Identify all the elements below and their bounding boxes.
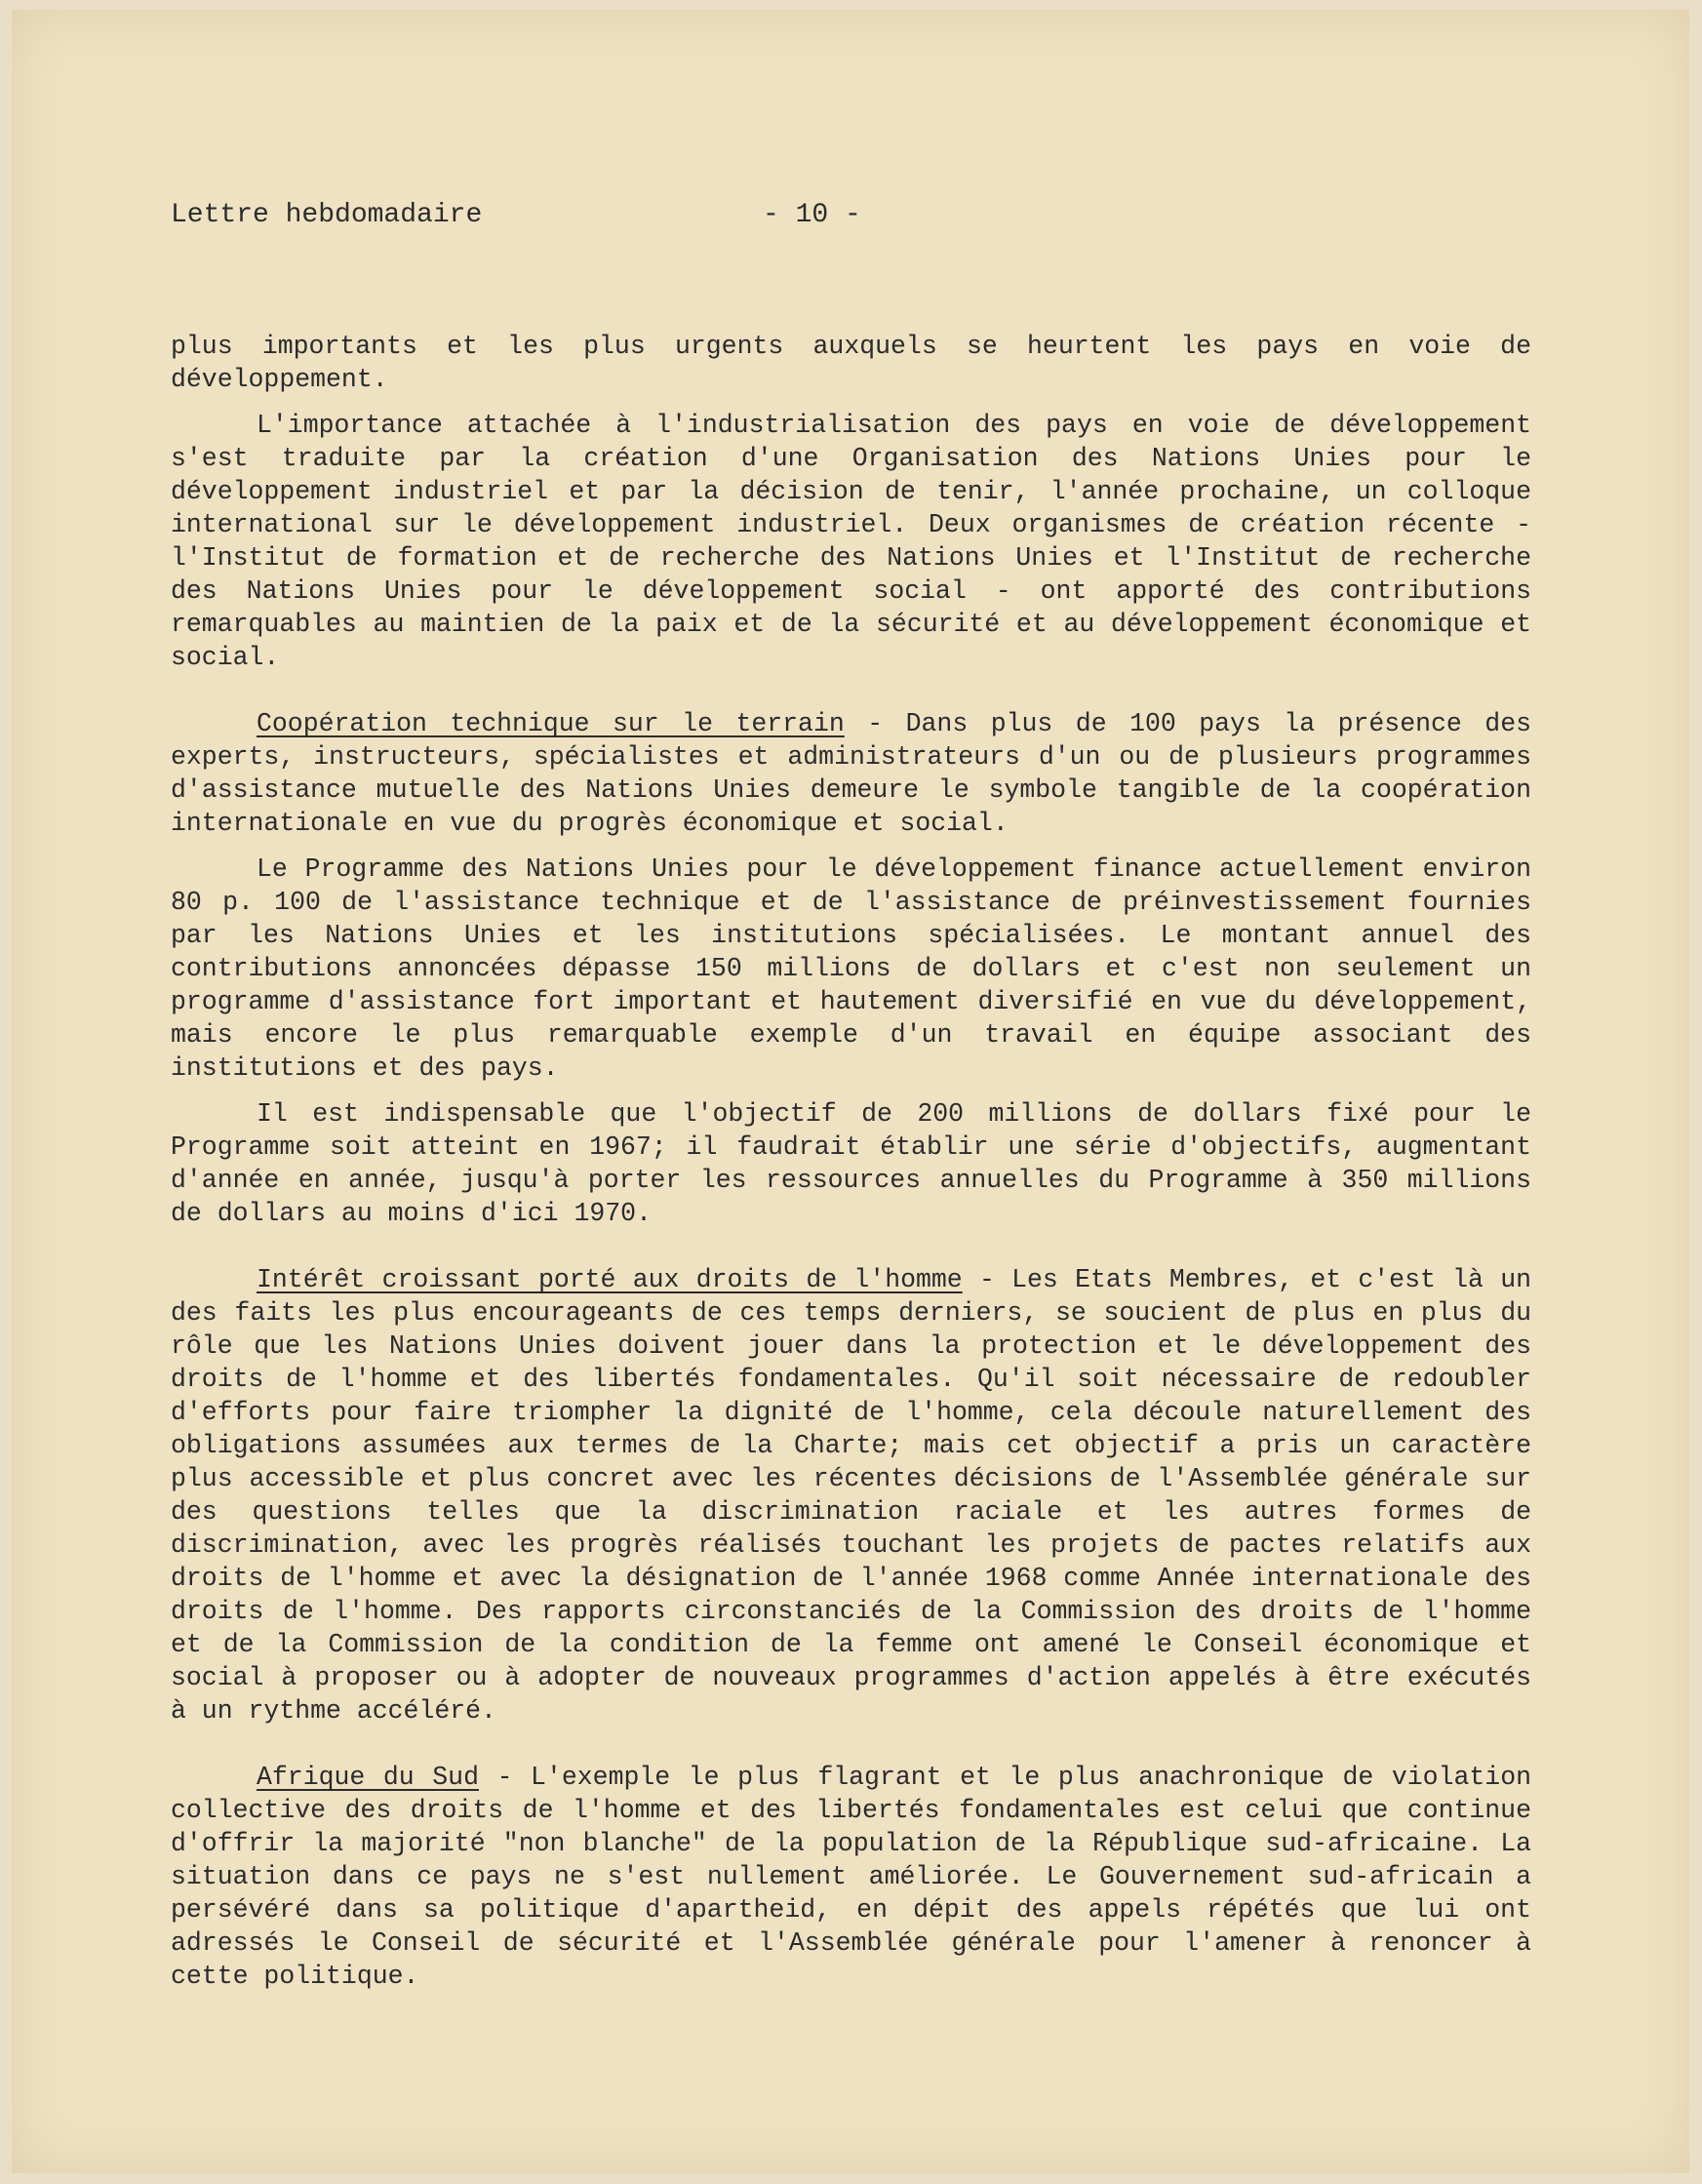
section-heading-droits-homme: Intérêt croissant porté aux droits de l'homme (257, 1265, 963, 1294)
section-heading-afrique-du-sud: Afrique du Sud (257, 1763, 479, 1792)
page-number: - 10 - (763, 200, 861, 230)
paragraph-continuation: plus importants et les plus urgents auxquels se heurtent les pays en voie de développement. (171, 332, 1531, 394)
paragraph-programme-developpement: Le Programme des Nations Unies pour le développement finance actuellement environ 80 p. 100 de l'assistance technique et de l'assistance de préinvestissement fournies par les Nations Unies et les institutions spécialisées. Le montant annuel des contributions annoncées dépasse 150 millions de dollars et c'est non seulement un programme d'assistance fort important et hautement diversifié en vue du développement, mais encore le plus remarquable exemple d'un travail en équipe associant des institutions et des pays. (171, 854, 1531, 1083)
header-title: Lettre hebdomadaire (171, 200, 483, 230)
document-body (171, 330, 1531, 2005)
paragraph-afrique-du-sud: Afrique du Sud - L'exemple le plus flagrant et le plus anachronique de violation collective des droits de l'homme et des libertés fondamentales est celui que continue d'offrir la majorité "non blanche" de la population de la République sud-africaine. La situation dans ce pays ne s'est nullement améliorée. Le Gouvernement sud-africain a persévéré dans sa politique d'apartheid, en dépit des appels répétés que lui ont adressés le Conseil de sécurité et l'Assemblée générale pour l'amener à renoncer à cette politique. (171, 1763, 1532, 1991)
paragraph-cooperation-technique: Coopération technique sur le terrain - Dans plus de 100 pays la présence des experts, instructeurs, spécialistes et administrateurs d'un ou de plusieurs programmes d'assistance mutuelle des Nations Unies demeure le symbole tangible de la coopération internationale en vue du progrès économique et social. (171, 709, 1532, 838)
section-heading-cooperation: Coopération technique sur le terrain (257, 709, 845, 738)
paragraph-industrialisation: L'importance attachée à l'industrialisation des pays en voie de développement s'est traduite par la création d'une Organisation des Nations Unies pour le développement industriel et par la décision de tenir, l'année prochaine, un colloque international sur le développement industriel. Deux organismes de création récente - l'Institut de formation et de recherche des Nations Unies et l'Institut de recherche des Nations Unies pour le développement social - ont apporté des contributions remarquables au maintien de la paix et de la sécurité et au développement économique et social. (171, 411, 1531, 672)
paragraph-objectif-financier: Il est indispensable que l'objectif de 200 millions de dollars fixé pour le Programme soit atteint en 1967; il faudrait établir une série d'objectifs, augmentant d'année en année, jusqu'à porter les ressources annuelles du Programme à 350 millions de dollars au moins d'ici 1970. (171, 1099, 1531, 1228)
document-page (12, 10, 1689, 2173)
page-header (171, 200, 1536, 239)
paragraph-droits-homme: Intérêt croissant porté aux droits de l'homme - Les Etats Membres, et c'est là un des faits les plus encourageants de ces temps derniers, se soucient de plus en plus du rôle que les Nations Unies doivent jouer dans la protection et le développement des droits de l'homme et des libertés fondamentales. Qu'il soit nécessaire de redoubler d'efforts pour faire triompher la dignité de l'homme, cela découle naturellement des obligations assumées aux termes de la Charte; mais cet objectif a pris un caractère plus accessible et plus concret avec les récentes décisions de l'Assemblée générale sur des questions telles que la discrimination raciale et les autres formes de discrimination, avec les progrès réalisés touchant les projets de pactes relatifs aux droits de l'homme et avec la désignation de l'année 1968 comme Année internationale des droits de l'homme. Des rapports circonstanciés de la Commission des droits de l'homme et de la Commission de la condition de la femme ont amené le Conseil économique et social à proposer ou à adopter de nouveaux programmes d'action appelés à être exécutés à un rythme accéléré. (171, 1265, 1531, 1726)
